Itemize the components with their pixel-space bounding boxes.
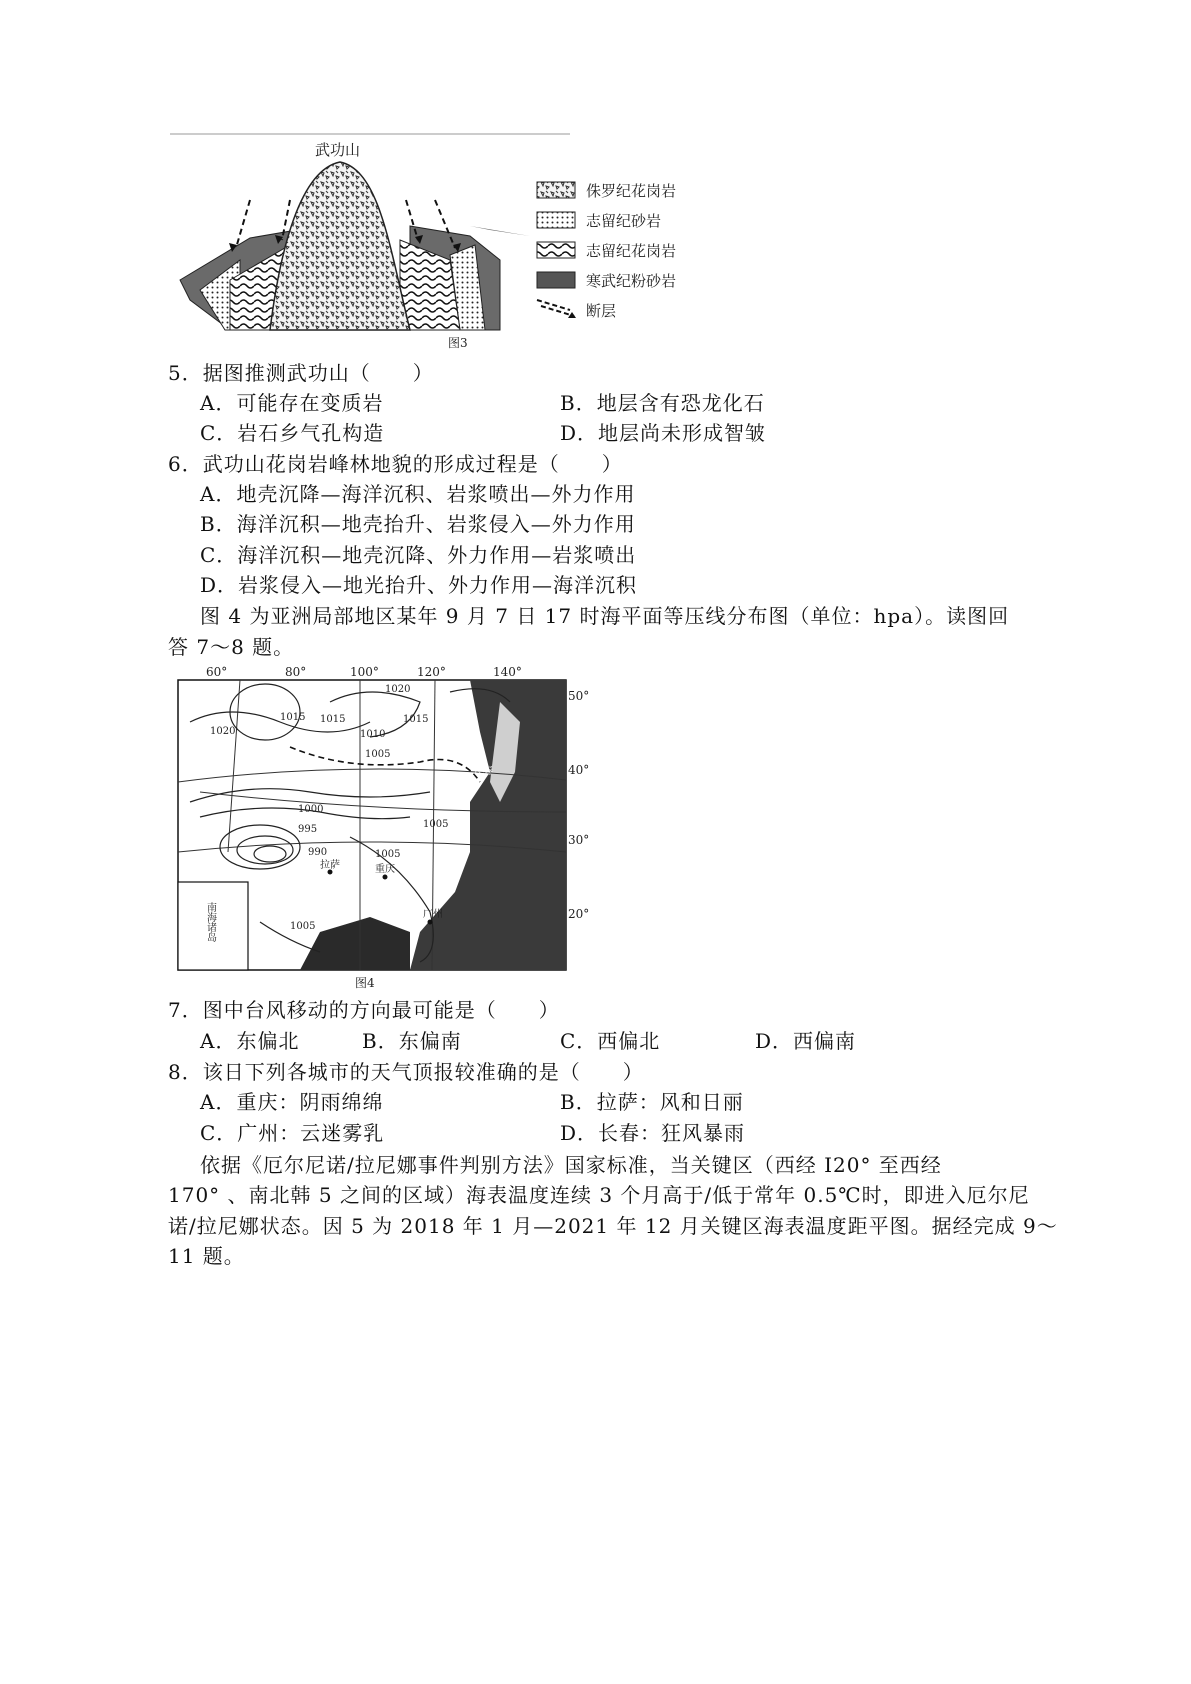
fig3-legend xyxy=(537,182,676,320)
legend-label: 侏罗纪花岗岩 xyxy=(586,182,677,200)
q5-option-a: A．可能存在变质岩 xyxy=(200,391,384,415)
fig4-caption: 图4 xyxy=(355,976,375,990)
figure-3-diagram xyxy=(170,130,710,355)
q8-option-c: C．广州：云迷雾乳 xyxy=(200,1121,385,1145)
sandstone-silurian-pattern-icon xyxy=(537,212,575,228)
q6-option-b: B．海洋沉积—地壳抬升、岩浆侵入—外力作用 xyxy=(200,512,636,536)
lat-label: 50° xyxy=(568,689,590,703)
city-label: 重庆 xyxy=(375,864,395,875)
granite-jurassic-pattern-icon xyxy=(537,182,575,198)
city-label: 广州 xyxy=(423,909,443,920)
intro-q9-line4: 11 题。 xyxy=(168,1244,245,1268)
q5-option-b: B．地层含有恐龙化石 xyxy=(560,391,765,415)
granite-silurian-pattern-icon xyxy=(537,242,575,258)
q8-option-d: D．长春：狂风暴雨 xyxy=(560,1121,746,1145)
lon-label: 100° xyxy=(350,665,379,679)
q6-option-c: C．海洋沉积—地壳沉降、外力作用—岩浆喷出 xyxy=(200,543,637,567)
intro-q9-line3: 诺/拉尼娜状态。因 5 为 2018 年 1 月—2021 年 12 月关键区海表温度距平图。据经完成 9～ xyxy=(168,1214,1058,1238)
intro-q9-line1: 依据《厄尔尼诺/拉尼娜事件判别方法》国家标准，当关键区（西经 I20° 至西经 xyxy=(200,1153,942,1177)
fig3-caption: 图3 xyxy=(448,336,468,350)
legend-label: 志留纪花岗岩 xyxy=(586,242,677,260)
city-label: 长春 xyxy=(473,766,493,777)
fig3-mountain-label: 武功山 xyxy=(315,141,361,159)
q6-option-d: D．岩浆侵入—地光抬升、外力作用—海洋沉积 xyxy=(200,573,638,597)
isobar-label: 990 xyxy=(308,847,328,858)
figure-3 xyxy=(170,130,710,355)
figure-4-map xyxy=(170,662,600,992)
q7-option-a: A．东偏北 xyxy=(200,1029,300,1053)
lon-label: 140° xyxy=(493,665,522,679)
q7-option-b: B．东偏南 xyxy=(362,1029,462,1053)
q7-option-c: C．西偏北 xyxy=(560,1029,661,1053)
isobar-label: 1005 xyxy=(423,819,449,830)
isobar-label: 1005 xyxy=(365,749,391,760)
lat-label: 20° xyxy=(568,907,590,921)
legend-label: 寒武纪粉砂岩 xyxy=(586,272,677,290)
intro-fig4-line1: 图 4 为亚洲局部地区某年 9 月 7 日 17 时海平面等压线分布图（单位：hpa）。读图回 xyxy=(200,604,1010,628)
q8-option-b: B．拉萨：风和日丽 xyxy=(560,1090,744,1114)
q5-stem: 5．据图推测武功山（ ） xyxy=(168,361,434,385)
isobar-label: 1015 xyxy=(280,712,306,723)
legend-label: 断层 xyxy=(586,302,617,320)
legend-label: 志留纪砂岩 xyxy=(586,212,662,230)
q8-option-a: A．重庆：阴雨绵绵 xyxy=(200,1090,384,1114)
isobar-label: 1020 xyxy=(385,684,411,695)
isobar-label: 1000 xyxy=(298,804,324,815)
q8-stem: 8．该日下列各城市的天气顶报较准确的是（ ） xyxy=(168,1060,644,1084)
city-label: 拉萨 xyxy=(320,860,340,871)
siltstone-cambrian-pattern-icon xyxy=(537,272,575,288)
fault-icon xyxy=(537,300,576,318)
lon-label: 80° xyxy=(285,665,307,679)
q7-stem: 7．图中台风移动的方向最可能是（ ） xyxy=(168,998,560,1022)
lon-label: 60° xyxy=(206,665,228,679)
q7-option-d: D．西偏南 xyxy=(755,1029,857,1053)
isobar-label: 995 xyxy=(298,824,318,835)
lat-label: 40° xyxy=(568,763,590,777)
intro-fig4-line2: 答 7～8 题。 xyxy=(168,635,295,659)
isobar-label: 1020 xyxy=(210,726,236,737)
q5-option-d: D．地层尚未形成智皱 xyxy=(560,421,767,445)
q5-option-c: C．岩石乡气孔构造 xyxy=(200,421,385,445)
q6-stem: 6．武功山花岗岩峰林地貌的形成过程是（ ） xyxy=(168,452,623,476)
isobar-label: 1005 xyxy=(375,849,401,860)
isobar-label: 1015 xyxy=(320,714,346,725)
lat-label: 30° xyxy=(568,833,590,847)
lon-label: 120° xyxy=(417,665,446,679)
isobar-label: 1015 xyxy=(403,714,429,725)
figure-4 xyxy=(170,662,600,992)
isobar-label: 1005 xyxy=(290,921,316,932)
q6-option-a: A．地壳沉降—海洋沉积、岩浆喷出—外力作用 xyxy=(200,482,636,506)
inset-label: 南海诸岛 xyxy=(204,902,216,942)
intro-q9-line2: 170° 、南北韩 5 之间的区域）海表温度连续 3 个月高于/低于常年 0.5℃时，即进入厄尔尼 xyxy=(168,1183,1030,1207)
isobar-label: 1010 xyxy=(360,729,386,740)
